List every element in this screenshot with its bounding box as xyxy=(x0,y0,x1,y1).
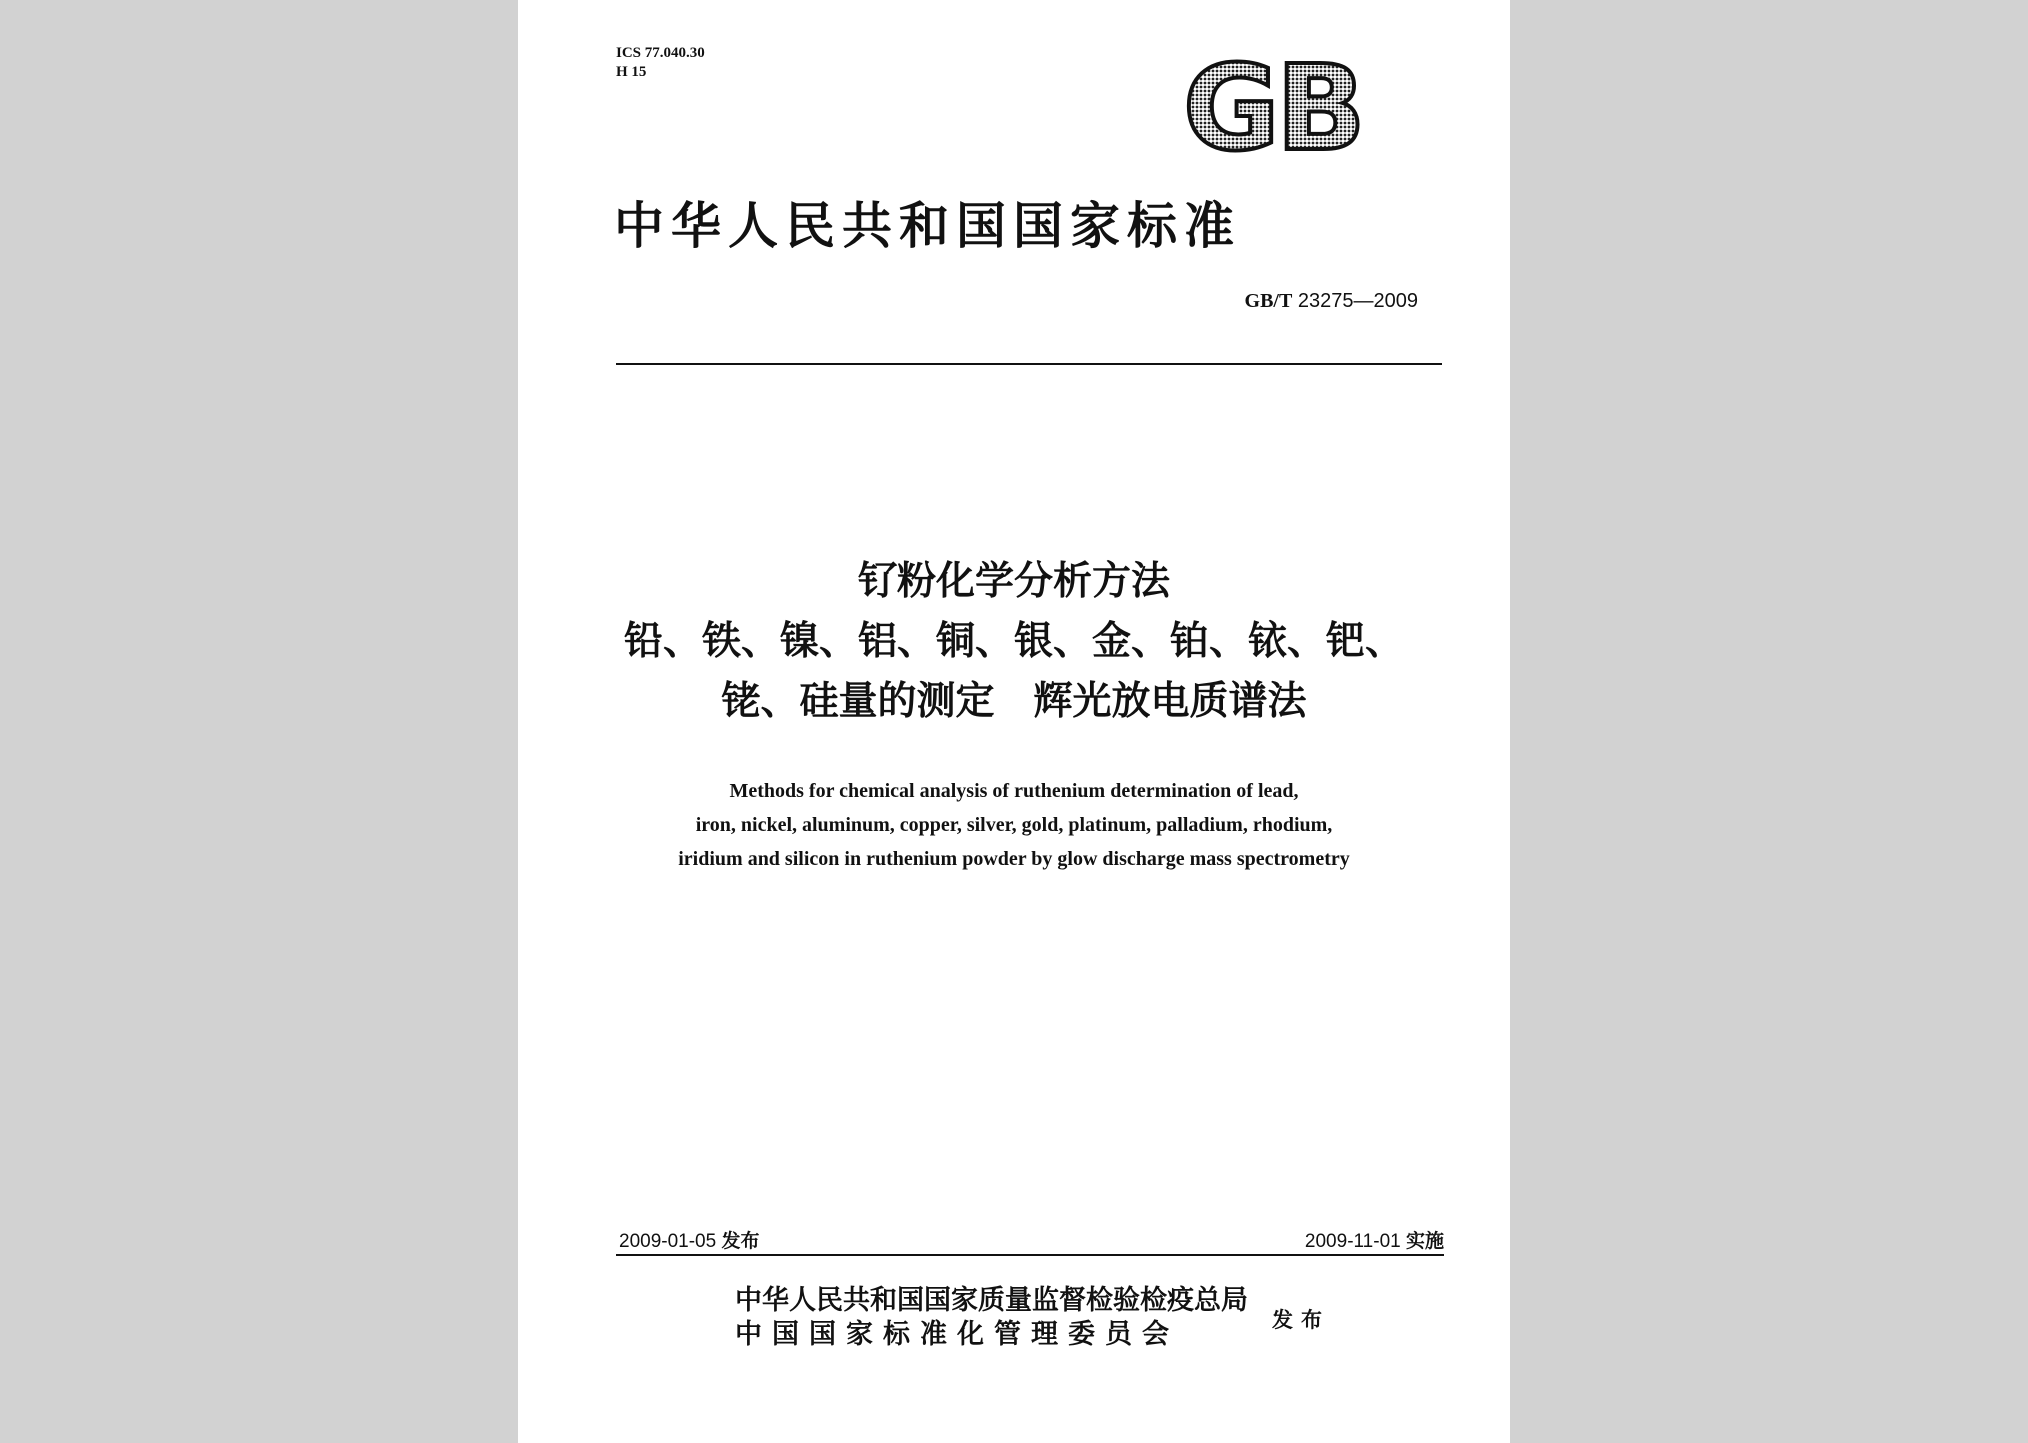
chinese-title xyxy=(518,552,1510,732)
standard-number xyxy=(1245,290,1418,313)
gb-logo-text: GB xyxy=(1183,57,1362,161)
english-title-line-2: iron, nickel, aluminum, copper, silver, gold, platinum, palladium, rhodium, xyxy=(695,814,1333,836)
chinese-title-line-2: 铅、铁、镍、铝、铜、银、金、铂、铱、钯、 xyxy=(623,619,1404,664)
national-standard-title: 中华人民共和国国家标准 xyxy=(614,196,1241,255)
chinese-title-line-3: 铑、硅量的测定 辉光放电质谱法 xyxy=(721,679,1307,724)
issuing-authorities xyxy=(735,1284,1248,1352)
publish-label: 发布 xyxy=(1272,1308,1330,1332)
english-title-line-3: iridium and silicon in ruthenium powder by glow discharge mass spectrometry xyxy=(678,848,1350,870)
implementation-date-label: 实施 xyxy=(1405,1230,1444,1252)
document-page xyxy=(518,0,1510,1443)
issuer-sac: 中国国家标准化管理委员会 xyxy=(735,1319,1179,1350)
ics-code: ICS 77.040.30 xyxy=(616,45,705,61)
classification-codes xyxy=(616,44,705,82)
chinese-title-line-1: 钌粉化学分析方法 xyxy=(857,559,1170,604)
issue-date-label: 发布 xyxy=(721,1230,760,1252)
issue-date xyxy=(619,1226,760,1253)
ccs-code: H 15 xyxy=(616,64,647,80)
english-title xyxy=(518,774,1510,876)
english-title-line-1: Methods for chemical analysis of ruthenium determination of lead, xyxy=(729,780,1299,802)
header-divider xyxy=(616,363,1442,365)
implementation-date xyxy=(1305,1226,1444,1253)
issue-date-value: 2009-01-05 xyxy=(619,1231,717,1252)
gb-logo xyxy=(1183,57,1393,161)
standard-number-value: 23275—2009 xyxy=(1297,290,1418,312)
issuer-aqsiq: 中华人民共和国国家质量监督检验检疫总局 xyxy=(735,1285,1248,1316)
standard-prefix: GB/T xyxy=(1244,290,1293,312)
implementation-date-value: 2009-11-01 xyxy=(1304,1231,1401,1252)
footer-divider xyxy=(616,1254,1444,1256)
